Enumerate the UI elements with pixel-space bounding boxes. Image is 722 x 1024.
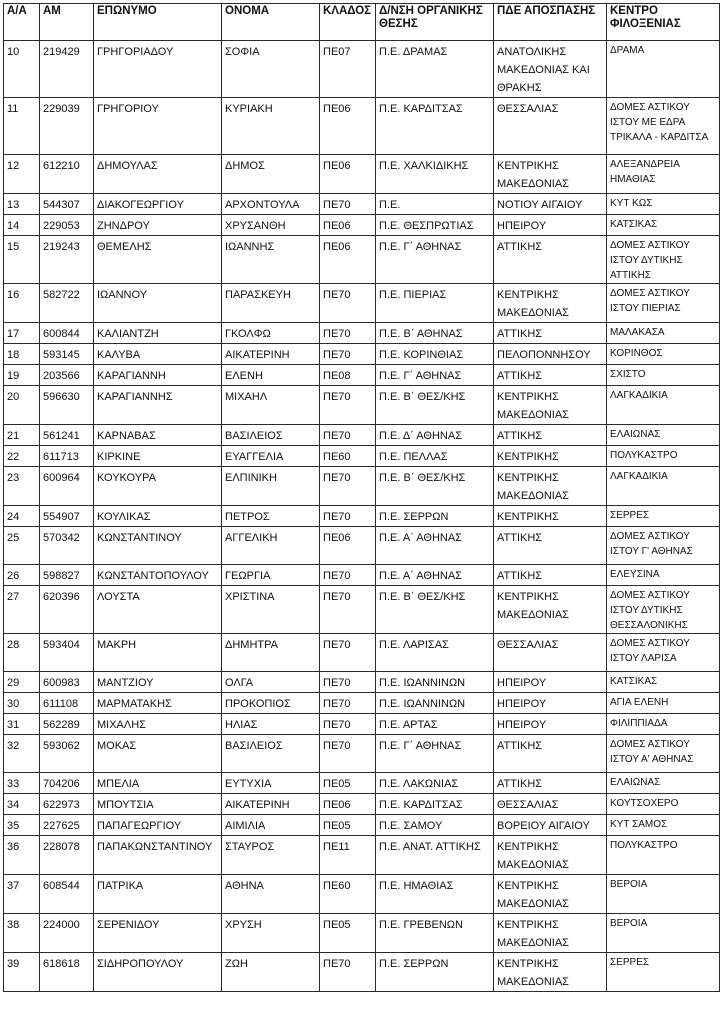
cell-surname: ΔΙΑΚΟΓΕΩΡΓΙΟΥ bbox=[94, 194, 222, 215]
cell-home-directorate: Π.Ε. Β΄ ΘΕΣ/ΚΗΣ bbox=[376, 467, 494, 506]
cell-branch: ΠΕ70 bbox=[320, 586, 376, 634]
cell-aa: 16 bbox=[4, 284, 40, 323]
cell-secondment-region: ΑΤΤΙΚΗΣ bbox=[494, 236, 607, 284]
cell-am: 618618 bbox=[40, 953, 94, 992]
cell-am: 611713 bbox=[40, 446, 94, 467]
cell-surname: ΚΑΡΑΓΙΑΝΝΗΣ bbox=[94, 386, 222, 425]
cell-aa: 34 bbox=[4, 794, 40, 815]
col-header-name: ΟΝΟΜΑ bbox=[222, 4, 320, 41]
cell-branch: ΠΕ70 bbox=[320, 344, 376, 365]
cell-surname: ΜΠΟΥΤΣΙΑ bbox=[94, 794, 222, 815]
cell-name: ΕΥΤΥΧΙΑ bbox=[222, 773, 320, 794]
table-row bbox=[4, 815, 720, 836]
cell-name: ΧΡΥΣΑΝΘΗ bbox=[222, 215, 320, 236]
cell-aa: 14 bbox=[4, 215, 40, 236]
cell-branch: ΠΕ70 bbox=[320, 506, 376, 527]
cell-branch: ΠΕ70 bbox=[320, 693, 376, 714]
cell-name: ΜΙΧΑΗΛ bbox=[222, 386, 320, 425]
cell-home-directorate: Π.Ε. ΙΩΑΝΝΙΝΩΝ bbox=[376, 693, 494, 714]
cell-name: ΚΥΡΙΑΚΗ bbox=[222, 98, 320, 155]
cell-name: ΧΡΥΣΗ bbox=[222, 914, 320, 953]
cell-am: 228078 bbox=[40, 836, 94, 875]
cell-home-directorate: Π.Ε. ΗΜΑΘΙΑΣ bbox=[376, 875, 494, 914]
cell-secondment-region: ΠΕΛΟΠΟΝΝΗΣΟΥ bbox=[494, 344, 607, 365]
cell-branch: ΠΕ70 bbox=[320, 323, 376, 344]
cell-hosting-center: ΕΛΑΙΩΝΑΣ bbox=[607, 425, 720, 446]
cell-home-directorate: Π.Ε. Γ΄ ΑΘΗΝΑΣ bbox=[376, 236, 494, 284]
cell-surname: ΣΙΔΗΡΟΠΟΥΛΟΥ bbox=[94, 953, 222, 992]
cell-branch: ΠΕ08 bbox=[320, 365, 376, 386]
cell-hosting-center: ΒΕΡΟΙΑ bbox=[607, 875, 720, 914]
cell-am: 561241 bbox=[40, 425, 94, 446]
cell-am: 570342 bbox=[40, 527, 94, 565]
cell-branch: ΠΕ70 bbox=[320, 735, 376, 773]
cell-secondment-region: ΘΕΣΣΑΛΙΑΣ bbox=[494, 794, 607, 815]
cell-secondment-region: ΑΤΤΙΚΗΣ bbox=[494, 323, 607, 344]
cell-home-directorate: Π.Ε. Γ΄ ΑΘΗΝΑΣ bbox=[376, 735, 494, 773]
table-row bbox=[4, 344, 720, 365]
cell-branch: ΠΕ06 bbox=[320, 98, 376, 155]
cell-surname: ΚΙΡΚΙΝΕ bbox=[94, 446, 222, 467]
table-row bbox=[4, 98, 720, 155]
cell-home-directorate: Π.Ε. Β΄ ΘΕΣ/ΚΗΣ bbox=[376, 586, 494, 634]
cell-am: 203566 bbox=[40, 365, 94, 386]
cell-branch: ΠΕ60 bbox=[320, 875, 376, 914]
table-row bbox=[4, 215, 720, 236]
cell-name: ΑΓΓΕΛΙΚΗ bbox=[222, 527, 320, 565]
cell-aa: 27 bbox=[4, 586, 40, 634]
cell-aa: 37 bbox=[4, 875, 40, 914]
col-header-am: ΑΜ bbox=[40, 4, 94, 41]
cell-aa: 31 bbox=[4, 714, 40, 735]
cell-secondment-region: ΗΠΕΙΡΟΥ bbox=[494, 693, 607, 714]
table-row bbox=[4, 446, 720, 467]
cell-hosting-center: ΔΟΜΕΣ ΑΣΤΙΚΟΥ ΙΣΤΟΥ ΔΥΤΙΚΗΣ ΘΕΣΣΑΛΟΝΙΚΗΣ bbox=[607, 586, 720, 634]
cell-am: 612210 bbox=[40, 155, 94, 194]
table-row bbox=[4, 41, 720, 98]
cell-hosting-center: ΔΟΜΕΣ ΑΣΤΙΚΟΥ ΙΣΤΟΥ ΜΕ ΕΔΡΑ ΤΡΙΚΑΛΑ - ΚΑΡΔΙΤΣΑ bbox=[607, 98, 720, 155]
cell-name: ΣΤΑΥΡΟΣ bbox=[222, 836, 320, 875]
table-row bbox=[4, 693, 720, 714]
cell-surname: ΜΙΧΑΛΗΣ bbox=[94, 714, 222, 735]
cell-aa: 32 bbox=[4, 735, 40, 773]
table-row bbox=[4, 194, 720, 215]
cell-aa: 17 bbox=[4, 323, 40, 344]
cell-am: 608544 bbox=[40, 875, 94, 914]
cell-name: ΕΛΕΝΗ bbox=[222, 365, 320, 386]
table-row bbox=[4, 565, 720, 586]
cell-home-directorate: Π.Ε. ΣΕΡΡΩΝ bbox=[376, 506, 494, 527]
cell-surname: ΜΑΡΜΑΤΑΚΗΣ bbox=[94, 693, 222, 714]
cell-hosting-center: ΣΕΡΡΕΣ bbox=[607, 506, 720, 527]
cell-name: ΠΡΟΚΟΠΙΟΣ bbox=[222, 693, 320, 714]
cell-secondment-region: ΑΝΑΤΟΛΙΚΗΣ ΜΑΚΕΔΟΝΙΑΣ ΚΑΙ ΘΡΑΚΗΣ bbox=[494, 41, 607, 98]
cell-surname: ΘΕΜΕΛΗΣ bbox=[94, 236, 222, 284]
cell-secondment-region: ΑΤΤΙΚΗΣ bbox=[494, 773, 607, 794]
table-row bbox=[4, 365, 720, 386]
cell-hosting-center: ΕΛΕΥΣΙΝΑ bbox=[607, 565, 720, 586]
cell-aa: 30 bbox=[4, 693, 40, 714]
table-row bbox=[4, 586, 720, 634]
cell-name: ΟΛΓΑ bbox=[222, 672, 320, 693]
cell-branch: ΠΕ05 bbox=[320, 773, 376, 794]
cell-secondment-region: ΗΠΕΙΡΟΥ bbox=[494, 714, 607, 735]
cell-surname: ΠΑΤΡΙΚΑ bbox=[94, 875, 222, 914]
cell-am: 600964 bbox=[40, 467, 94, 506]
cell-branch: ΠΕ06 bbox=[320, 155, 376, 194]
cell-aa: 22 bbox=[4, 446, 40, 467]
cell-name: ΗΛΙΑΣ bbox=[222, 714, 320, 735]
cell-secondment-region: ΗΠΕΙΡΟΥ bbox=[494, 672, 607, 693]
cell-name: ΠΑΡΑΣΚΕΥΗ bbox=[222, 284, 320, 323]
cell-am: 611108 bbox=[40, 693, 94, 714]
cell-aa: 25 bbox=[4, 527, 40, 565]
cell-secondment-region: ΚΕΝΤΡΙΚΗΣ ΜΑΚΕΔΟΝΙΑΣ bbox=[494, 586, 607, 634]
cell-name: ΔΗΜΗΤΡΑ bbox=[222, 634, 320, 672]
table-row bbox=[4, 236, 720, 284]
cell-aa: 11 bbox=[4, 98, 40, 155]
cell-surname: ΚΟΥΚΟΥΡΑ bbox=[94, 467, 222, 506]
cell-surname: ΜΑΝΤΖΙΟΥ bbox=[94, 672, 222, 693]
cell-name: ΓΕΩΡΓΙΑ bbox=[222, 565, 320, 586]
cell-am: 219429 bbox=[40, 41, 94, 98]
cell-am: 600983 bbox=[40, 672, 94, 693]
cell-name: ΑΙΜΙΛΙΑ bbox=[222, 815, 320, 836]
cell-secondment-region: ΒΟΡΕΙΟΥ ΑΙΓΑΙΟΥ bbox=[494, 815, 607, 836]
cell-branch: ΠΕ06 bbox=[320, 794, 376, 815]
cell-aa: 13 bbox=[4, 194, 40, 215]
cell-home-directorate: Π.Ε. Δ΄ ΑΘΗΝΑΣ bbox=[376, 425, 494, 446]
cell-hosting-center: ΔΟΜΕΣ ΑΣΤΙΚΟΥ ΙΣΤΟΥ Γ' ΑΘΗΝΑΣ bbox=[607, 527, 720, 565]
col-header-secondment-region: ΠΔΕ ΑΠΟΣΠΑΣΗΣ bbox=[494, 4, 607, 41]
cell-home-directorate: Π.Ε. ΠΙΕΡΙΑΣ bbox=[376, 284, 494, 323]
cell-home-directorate: Π.Ε. bbox=[376, 194, 494, 215]
cell-home-directorate: Π.Ε. ΑΝΑΤ. ΑΤΤΙΚΗΣ bbox=[376, 836, 494, 875]
cell-secondment-region: ΚΕΝΤΡΙΚΗΣ bbox=[494, 506, 607, 527]
table-row bbox=[4, 634, 720, 672]
cell-surname: ΠΑΠΑΓΕΩΡΓΙΟΥ bbox=[94, 815, 222, 836]
table-body bbox=[4, 41, 720, 992]
cell-surname: ΚΑΡΝΑΒΑΣ bbox=[94, 425, 222, 446]
cell-branch: ΠΕ70 bbox=[320, 467, 376, 506]
cell-am: 544307 bbox=[40, 194, 94, 215]
cell-branch: ΠΕ70 bbox=[320, 714, 376, 735]
cell-aa: 10 bbox=[4, 41, 40, 98]
cell-aa: 19 bbox=[4, 365, 40, 386]
cell-aa: 20 bbox=[4, 386, 40, 425]
cell-am: 598827 bbox=[40, 565, 94, 586]
cell-am: 229039 bbox=[40, 98, 94, 155]
cell-secondment-region: ΝΟΤΙΟΥ ΑΙΓΑΙΟΥ bbox=[494, 194, 607, 215]
cell-secondment-region: ΚΕΝΤΡΙΚΗΣ ΜΑΚΕΔΟΝΙΑΣ bbox=[494, 284, 607, 323]
cell-am: 582722 bbox=[40, 284, 94, 323]
cell-surname: ΙΩΑΝΝΟΥ bbox=[94, 284, 222, 323]
cell-am: 600844 bbox=[40, 323, 94, 344]
cell-secondment-region: ΑΤΤΙΚΗΣ bbox=[494, 425, 607, 446]
cell-home-directorate: Π.Ε. Β΄ ΘΕΣ/ΚΗΣ bbox=[376, 386, 494, 425]
cell-branch: ΠΕ70 bbox=[320, 634, 376, 672]
cell-hosting-center: ΑΛΕΞΑΝΔΡΕΙΑ ΗΜΑΘΙΑΣ bbox=[607, 155, 720, 194]
cell-hosting-center: ΕΛΑΙΩΝΑΣ bbox=[607, 773, 720, 794]
cell-surname: ΖΗΝΔΡΟΥ bbox=[94, 215, 222, 236]
cell-name: ΣΟΦΙΑ bbox=[222, 41, 320, 98]
table-row bbox=[4, 506, 720, 527]
cell-aa: 29 bbox=[4, 672, 40, 693]
cell-hosting-center: ΚΑΤΣΙΚΑΣ bbox=[607, 215, 720, 236]
cell-home-directorate: Π.Ε. ΠΕΛΛΑΣ bbox=[376, 446, 494, 467]
col-header-branch: ΚΛΑΔΟΣ bbox=[320, 4, 376, 41]
cell-surname: ΓΡΗΓΟΡΙΑΔΟΥ bbox=[94, 41, 222, 98]
cell-home-directorate: Π.Ε. ΣΑΜΟΥ bbox=[376, 815, 494, 836]
cell-name: ΑΘΗΝΑ bbox=[222, 875, 320, 914]
cell-name: ΒΑΣΙΛΕΙΟΣ bbox=[222, 425, 320, 446]
cell-home-directorate: Π.Ε. ΚΟΡΙΝΘΙΑΣ bbox=[376, 344, 494, 365]
cell-hosting-center: ΚΥΤ ΚΩΣ bbox=[607, 194, 720, 215]
cell-secondment-region: ΚΕΝΤΡΙΚΗΣ ΜΑΚΕΔΟΝΙΑΣ bbox=[494, 953, 607, 992]
cell-am: 620396 bbox=[40, 586, 94, 634]
cell-hosting-center: ΛΑΓΚΑΔΙΚΙΑ bbox=[607, 386, 720, 425]
cell-hosting-center: ΔΟΜΕΣ ΑΣΤΙΚΟΥ ΙΣΤΟΥ Α' ΑΘΗΝΑΣ bbox=[607, 735, 720, 773]
cell-branch: ΠΕ70 bbox=[320, 425, 376, 446]
cell-branch: ΠΕ70 bbox=[320, 386, 376, 425]
col-header-aa: Α/Α bbox=[4, 4, 40, 41]
table-row bbox=[4, 284, 720, 323]
cell-secondment-region: ΚΕΝΤΡΙΚΗΣ ΜΑΚΕΔΟΝΙΑΣ bbox=[494, 155, 607, 194]
col-header-hosting-center: ΚΕΝΤΡΟ ΦΙΛΟΞΕΝΙΑΣ bbox=[607, 4, 720, 41]
cell-hosting-center: ΣΕΡΡΕΣ bbox=[607, 953, 720, 992]
cell-secondment-region: ΘΕΣΣΑΛΙΑΣ bbox=[494, 634, 607, 672]
cell-hosting-center: ΦΙΛΙΠΠΙΑΔΑ bbox=[607, 714, 720, 735]
cell-home-directorate: Π.Ε. ΑΡΤΑΣ bbox=[376, 714, 494, 735]
cell-surname: ΜΠΕΛΙΑ bbox=[94, 773, 222, 794]
cell-aa: 18 bbox=[4, 344, 40, 365]
cell-home-directorate: Π.Ε. ΛΑΡΙΣΑΣ bbox=[376, 634, 494, 672]
cell-surname: ΜΟΚΑΣ bbox=[94, 735, 222, 773]
table-row bbox=[4, 836, 720, 875]
table-row bbox=[4, 875, 720, 914]
cell-aa: 35 bbox=[4, 815, 40, 836]
cell-surname: ΣΕΡΕΝΙΔΟΥ bbox=[94, 914, 222, 953]
cell-branch: ΠΕ07 bbox=[320, 41, 376, 98]
cell-secondment-region: ΑΤΤΙΚΗΣ bbox=[494, 365, 607, 386]
cell-branch: ΠΕ11 bbox=[320, 836, 376, 875]
cell-home-directorate: Π.Ε. ΚΑΡΔΙΤΣΑΣ bbox=[376, 98, 494, 155]
cell-surname: ΓΡΗΓΟΡΙΟΥ bbox=[94, 98, 222, 155]
cell-branch: ΠΕ05 bbox=[320, 815, 376, 836]
table-row bbox=[4, 323, 720, 344]
cell-home-directorate: Π.Ε. ΔΡΑΜΑΣ bbox=[376, 41, 494, 98]
table-row bbox=[4, 953, 720, 992]
cell-surname: ΚΩΝΣΤΑΝΤΙΝΟΥ bbox=[94, 527, 222, 565]
cell-home-directorate: Π.Ε. ΚΑΡΔΙΤΣΑΣ bbox=[376, 794, 494, 815]
cell-aa: 38 bbox=[4, 914, 40, 953]
cell-home-directorate: Π.Ε. Α΄ ΑΘΗΝΑΣ bbox=[376, 565, 494, 586]
cell-aa: 28 bbox=[4, 634, 40, 672]
cell-home-directorate: Π.Ε. Α΄ ΑΘΗΝΑΣ bbox=[376, 527, 494, 565]
cell-aa: 23 bbox=[4, 467, 40, 506]
cell-hosting-center: ΣΧΙΣΤΟ bbox=[607, 365, 720, 386]
cell-hosting-center: ΚΑΤΣΙΚΑΣ bbox=[607, 672, 720, 693]
cell-aa: 39 bbox=[4, 953, 40, 992]
cell-aa: 26 bbox=[4, 565, 40, 586]
cell-branch: ΠΕ70 bbox=[320, 672, 376, 693]
cell-hosting-center: ΔΟΜΕΣ ΑΣΤΙΚΟΥ ΙΣΤΟΥ ΠΙΕΡΙΑΣ bbox=[607, 284, 720, 323]
cell-secondment-region: ΚΕΝΤΡΙΚΗΣ ΜΑΚΕΔΟΝΙΑΣ bbox=[494, 914, 607, 953]
cell-hosting-center: ΔΡΑΜΑ bbox=[607, 41, 720, 98]
cell-secondment-region: ΘΕΣΣΑΛΙΑΣ bbox=[494, 98, 607, 155]
cell-hosting-center: ΠΟΛΥΚΑΣΤΡΟ bbox=[607, 446, 720, 467]
cell-am: 562289 bbox=[40, 714, 94, 735]
table-row bbox=[4, 794, 720, 815]
cell-name: ΓΚΟΛΦΩ bbox=[222, 323, 320, 344]
cell-branch: ΠΕ06 bbox=[320, 527, 376, 565]
cell-hosting-center: ΚΥΤ ΣΑΜΟΣ bbox=[607, 815, 720, 836]
cell-aa: 24 bbox=[4, 506, 40, 527]
cell-secondment-region: ΚΕΝΤΡΙΚΗΣ ΜΑΚΕΔΟΝΙΑΣ bbox=[494, 875, 607, 914]
table-row bbox=[4, 735, 720, 773]
cell-am: 593062 bbox=[40, 735, 94, 773]
cell-surname: ΛΟΥΣΤΑ bbox=[94, 586, 222, 634]
cell-branch: ΠΕ70 bbox=[320, 194, 376, 215]
table-row bbox=[4, 467, 720, 506]
cell-surname: ΚΩΝΣΤΑΝΤΟΠΟΥΛΟΥ bbox=[94, 565, 222, 586]
cell-home-directorate: Π.Ε. ΛΑΚΩΝΙΑΣ bbox=[376, 773, 494, 794]
cell-am: 704206 bbox=[40, 773, 94, 794]
table-row bbox=[4, 155, 720, 194]
cell-secondment-region: ΚΕΝΤΡΙΚΗΣ ΜΑΚΕΔΟΝΙΑΣ bbox=[494, 467, 607, 506]
cell-branch: ΠΕ05 bbox=[320, 914, 376, 953]
cell-secondment-region: ΑΤΤΙΚΗΣ bbox=[494, 735, 607, 773]
cell-home-directorate: Π.Ε. ΣΕΡΡΩΝ bbox=[376, 953, 494, 992]
cell-hosting-center: ΔΟΜΕΣ ΑΣΤΙΚΟΥ ΙΣΤΟΥ ΛΑΡΙΣΑ bbox=[607, 634, 720, 672]
cell-surname: ΚΑΛΥΒΑ bbox=[94, 344, 222, 365]
cell-home-directorate: Π.Ε. ΓΡΕΒΕΝΩΝ bbox=[376, 914, 494, 953]
cell-am: 224000 bbox=[40, 914, 94, 953]
cell-name: ΑΙΚΑΤΕΡΙΝΗ bbox=[222, 794, 320, 815]
assignments-table bbox=[3, 3, 720, 992]
col-header-home-directorate: Δ/ΝΣΗ ΟΡΓΑΝΙΚΗΣ ΘΕΣΗΣ bbox=[376, 4, 494, 41]
table-row bbox=[4, 386, 720, 425]
cell-name: ΑΡΧΟΝΤΟΥΛΑ bbox=[222, 194, 320, 215]
cell-surname: ΠΑΠΑΚΩΝΣΤΑΝΤΙΝΟΥ bbox=[94, 836, 222, 875]
cell-home-directorate: Π.Ε. ΘΕΣΠΡΩΤΙΑΣ bbox=[376, 215, 494, 236]
cell-surname: ΔΗΜΟΥΛΑΣ bbox=[94, 155, 222, 194]
cell-home-directorate: Π.Ε. Γ΄ ΑΘΗΝΑΣ bbox=[376, 365, 494, 386]
table-row bbox=[4, 672, 720, 693]
table-row bbox=[4, 914, 720, 953]
cell-secondment-region: ΚΕΝΤΡΙΚΗΣ ΜΑΚΕΔΟΝΙΑΣ bbox=[494, 836, 607, 875]
cell-branch: ΠΕ70 bbox=[320, 565, 376, 586]
cell-aa: 36 bbox=[4, 836, 40, 875]
cell-branch: ΠΕ60 bbox=[320, 446, 376, 467]
cell-home-directorate: Π.Ε. Β΄ ΑΘΗΝΑΣ bbox=[376, 323, 494, 344]
cell-aa: 21 bbox=[4, 425, 40, 446]
cell-hosting-center: ΚΟΥΤΣΟΧΕΡΟ bbox=[607, 794, 720, 815]
cell-aa: 15 bbox=[4, 236, 40, 284]
cell-hosting-center: ΑΓΙΑ ΕΛΕΝΗ bbox=[607, 693, 720, 714]
cell-am: 593404 bbox=[40, 634, 94, 672]
table-row bbox=[4, 773, 720, 794]
cell-hosting-center: ΠΟΛΥΚΑΣΤΡΟ bbox=[607, 836, 720, 875]
cell-am: 219243 bbox=[40, 236, 94, 284]
cell-name: ΑΙΚΑΤΕΡΙΝΗ bbox=[222, 344, 320, 365]
cell-name: ΕΥΑΓΓΕΛΙΑ bbox=[222, 446, 320, 467]
cell-am: 229053 bbox=[40, 215, 94, 236]
cell-secondment-region: ΑΤΤΙΚΗΣ bbox=[494, 565, 607, 586]
cell-home-directorate: Π.Ε. ΧΑΛΚΙΔΙΚΗΣ bbox=[376, 155, 494, 194]
cell-am: 593145 bbox=[40, 344, 94, 365]
cell-secondment-region: ΗΠΕΙΡΟΥ bbox=[494, 215, 607, 236]
cell-surname: ΚΑΛΙΑΝΤΖΗ bbox=[94, 323, 222, 344]
cell-branch: ΠΕ70 bbox=[320, 953, 376, 992]
cell-name: ΖΩΗ bbox=[222, 953, 320, 992]
cell-hosting-center: ΔΟΜΕΣ ΑΣΤΙΚΟΥ ΙΣΤΟΥ ΔΥΤΙΚΗΣ ΑΤΤΙΚΗΣ bbox=[607, 236, 720, 284]
cell-hosting-center: ΜΑΛΑΚΑΣΑ bbox=[607, 323, 720, 344]
cell-name: ΧΡΙΣΤΙΝΑ bbox=[222, 586, 320, 634]
cell-secondment-region: ΚΕΝΤΡΙΚΗΣ bbox=[494, 446, 607, 467]
cell-branch: ΠΕ06 bbox=[320, 236, 376, 284]
cell-secondment-region: ΚΕΝΤΡΙΚΗΣ ΜΑΚΕΔΟΝΙΑΣ bbox=[494, 386, 607, 425]
cell-name: ΒΑΣΙΛΕΙΟΣ bbox=[222, 735, 320, 773]
table-row bbox=[4, 425, 720, 446]
cell-am: 622973 bbox=[40, 794, 94, 815]
cell-hosting-center: ΒΕΡΟΙΑ bbox=[607, 914, 720, 953]
table-row bbox=[4, 714, 720, 735]
cell-am: 227625 bbox=[40, 815, 94, 836]
cell-name: ΔΗΜΟΣ bbox=[222, 155, 320, 194]
cell-branch: ΠΕ70 bbox=[320, 284, 376, 323]
cell-surname: ΚΑΡΑΓΙΑΝΝΗ bbox=[94, 365, 222, 386]
cell-hosting-center: ΚΟΡΙΝΘΟΣ bbox=[607, 344, 720, 365]
cell-name: ΠΕΤΡΟΣ bbox=[222, 506, 320, 527]
cell-name: ΙΩΑΝΝΗΣ bbox=[222, 236, 320, 284]
table-row bbox=[4, 527, 720, 565]
col-header-surname: ΕΠΩΝΥΜΟ bbox=[94, 4, 222, 41]
cell-name: ΕΛΠΙΝΙΚΗ bbox=[222, 467, 320, 506]
cell-surname: ΜΑΚΡΗ bbox=[94, 634, 222, 672]
cell-branch: ΠΕ06 bbox=[320, 215, 376, 236]
header-row bbox=[4, 4, 720, 41]
cell-aa: 12 bbox=[4, 155, 40, 194]
cell-home-directorate: Π.Ε. ΙΩΑΝΝΙΝΩΝ bbox=[376, 672, 494, 693]
cell-aa: 33 bbox=[4, 773, 40, 794]
cell-surname: ΚΟΥΛΙΚΑΣ bbox=[94, 506, 222, 527]
cell-am: 554907 bbox=[40, 506, 94, 527]
cell-secondment-region: ΑΤΤΙΚΗΣ bbox=[494, 527, 607, 565]
cell-hosting-center: ΛΑΓΚΑΔΙΚΙΑ bbox=[607, 467, 720, 506]
cell-am: 596630 bbox=[40, 386, 94, 425]
